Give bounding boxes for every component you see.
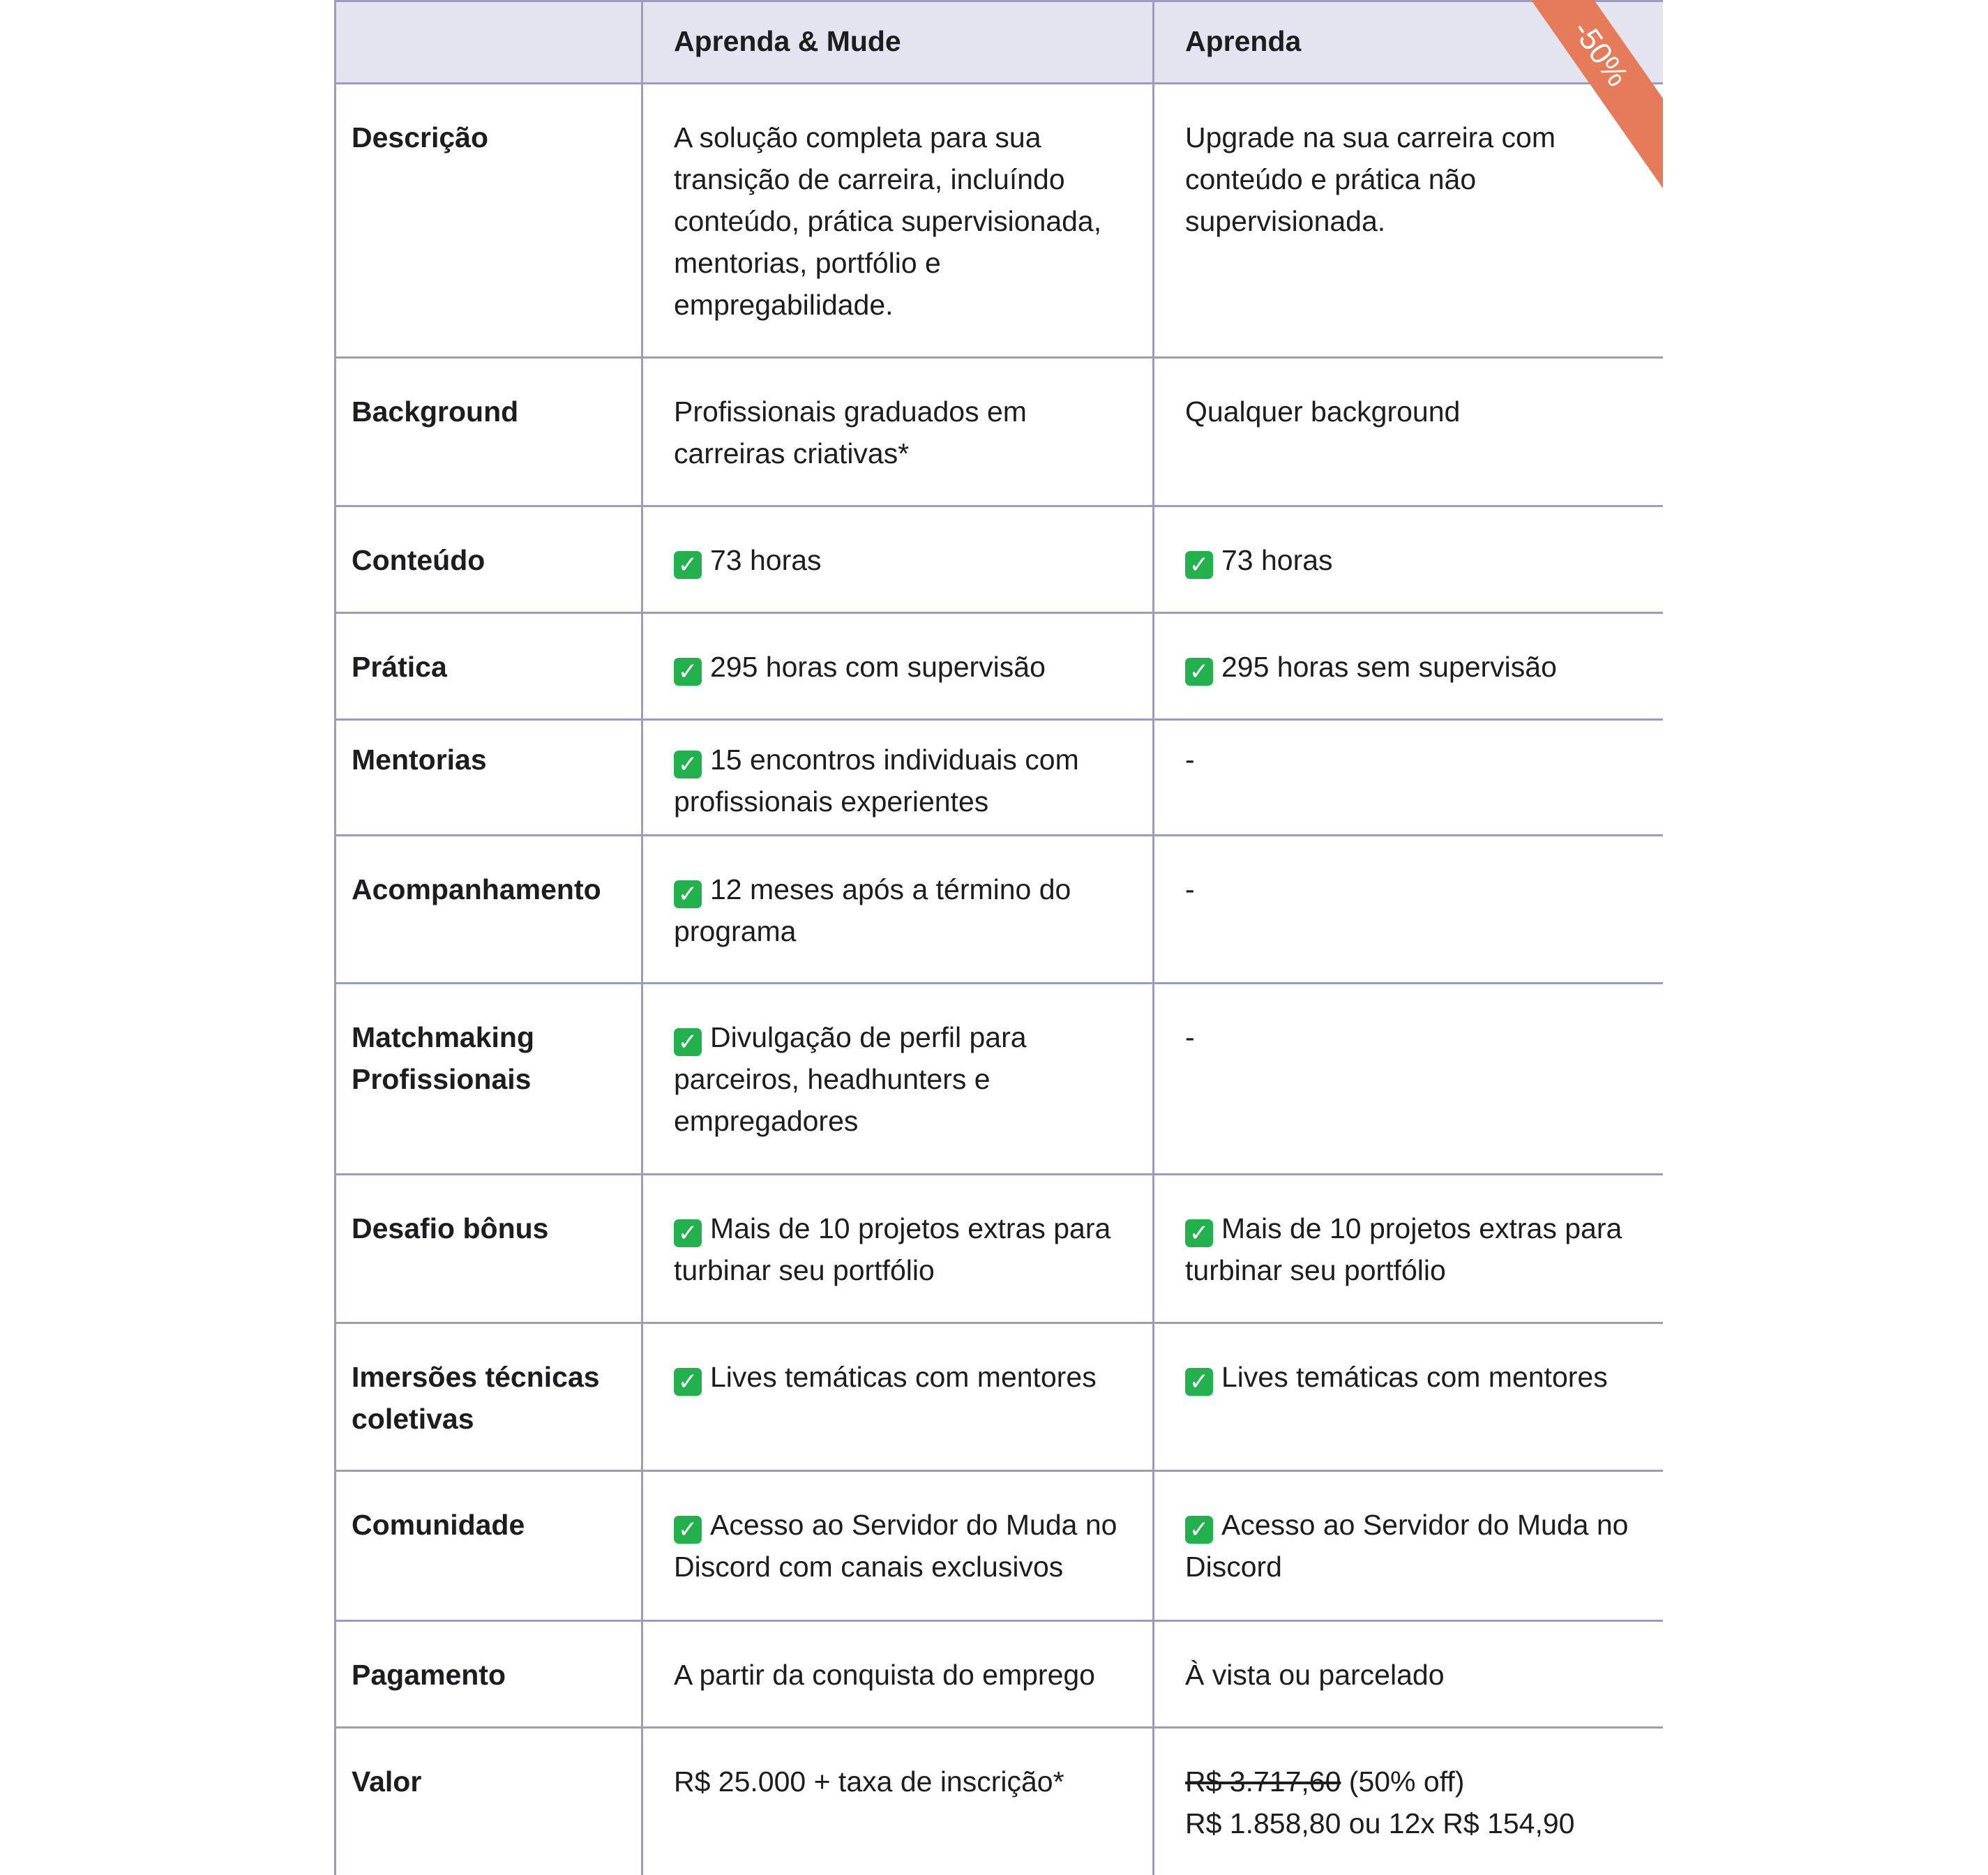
cell-text: 12 meses após a término do programa: [674, 873, 1071, 947]
cell-aprenda: [1154, 506, 1664, 613]
check-icon: ✓: [674, 1368, 702, 1396]
table-row: [336, 358, 1664, 506]
table-row: [336, 613, 1664, 720]
original-price: R$ 3.717,60: [1185, 1765, 1341, 1798]
check-icon: ✓: [674, 551, 702, 579]
check-icon: ✓: [1185, 1219, 1213, 1247]
table-row: [336, 84, 1664, 358]
cell-aprenda: [1154, 1323, 1664, 1471]
check-icon: ✓: [1185, 658, 1213, 686]
table-row: [336, 720, 1664, 836]
discounted-price: R$ 1.858,80 ou 12x R$ 154,90: [1185, 1807, 1575, 1839]
row-label: Mentorias: [336, 720, 642, 836]
cell-aprenda: [1154, 1728, 1664, 1875]
cell-aprenda-mude: Profissionais graduados em carreiras criativas*: [642, 358, 1154, 506]
cell-text: 73 horas: [710, 544, 822, 576]
row-label: Background: [336, 358, 642, 506]
table-row: [336, 1323, 1664, 1471]
cell-aprenda-mude: [642, 720, 1154, 836]
check-icon: ✓: [1185, 1368, 1213, 1396]
check-icon: ✓: [674, 1516, 702, 1544]
cell-aprenda: -: [1154, 984, 1664, 1175]
comparison-table-wrapper: [334, 0, 1663, 1875]
cell-text: 15 encontros individuais com profissionais experientes: [674, 744, 1079, 818]
row-label: Matchmaking Profissionais: [336, 984, 642, 1175]
row-label: Desafio bônus: [336, 1175, 642, 1323]
check-icon: ✓: [674, 1028, 702, 1056]
cell-aprenda: [1154, 613, 1664, 720]
cell-aprenda-mude: R$ 25.000 + taxa de inscrição*: [642, 1728, 1154, 1875]
table-row: [336, 506, 1664, 613]
cell-text: Mais de 10 projetos extras para turbinar seu portfólio: [1185, 1212, 1622, 1286]
discount-note: (50% off): [1341, 1765, 1465, 1798]
cell-aprenda: [1154, 1175, 1664, 1323]
cell-aprenda: Upgrade na sua carreira com conteúdo e prática não supervisionada.: [1154, 84, 1664, 358]
cell-aprenda: -: [1154, 836, 1664, 984]
cell-text: 295 horas sem supervisão: [1221, 651, 1557, 683]
table-row: [336, 1471, 1664, 1621]
cell-aprenda-mude: [642, 613, 1154, 720]
row-label: Pagamento: [336, 1621, 642, 1728]
row-label: Valor: [336, 1728, 642, 1875]
check-icon: ✓: [674, 658, 702, 686]
header-row: [336, 1, 1664, 84]
table-row: [336, 984, 1664, 1175]
cell-text: 73 horas: [1221, 544, 1333, 576]
cell-text: Lives temáticas com mentores: [1221, 1361, 1608, 1393]
row-label: Acompanhamento: [336, 836, 642, 984]
cell-aprenda-mude: [642, 506, 1154, 613]
cell-aprenda: -: [1154, 720, 1664, 836]
check-icon: ✓: [674, 751, 702, 778]
check-icon: ✓: [674, 880, 702, 908]
check-icon: ✓: [674, 1219, 702, 1247]
discount-badge: -50%: [1495, 0, 1663, 188]
cell-aprenda-mude: [642, 1471, 1154, 1621]
header-aprenda: Aprenda: [1154, 1, 1664, 84]
cell-aprenda-mude: A partir da conquista do emprego: [642, 1621, 1154, 1728]
header-aprenda-mude: Aprenda & Mude: [642, 1, 1154, 84]
cell-aprenda: À vista ou parcelado: [1154, 1621, 1664, 1728]
cell-text: Acesso ao Servidor do Muda no Discord: [1185, 1509, 1629, 1583]
table-row: [336, 836, 1664, 984]
cell-aprenda: Qualquer background: [1154, 358, 1664, 506]
table-row: [336, 1621, 1664, 1728]
cell-text: Divulgação de perfil para parceiros, headhunters e empregadores: [674, 1021, 1027, 1137]
plan-comparison-table: [334, 0, 1663, 1875]
row-label: Prática: [336, 613, 642, 720]
cell-aprenda-mude: [642, 836, 1154, 984]
row-label: Conteúdo: [336, 506, 642, 613]
cell-text: Mais de 10 projetos extras para turbinar seu portfólio: [674, 1212, 1111, 1286]
cell-aprenda-mude: [642, 1323, 1154, 1471]
row-label: Descrição: [336, 84, 642, 358]
row-label: Imersões técnicas coletivas: [336, 1323, 642, 1471]
cell-aprenda-mude: A solução completa para sua transição de carreira, incluíndo conteúdo, prática supervisionada, mentorias, portfólio e empregabilidade.: [642, 84, 1154, 358]
cell-text: Lives temáticas com mentores: [710, 1361, 1097, 1393]
check-icon: ✓: [1185, 1516, 1213, 1544]
check-icon: ✓: [1185, 551, 1213, 579]
row-label: Comunidade: [336, 1471, 642, 1621]
cell-text: Acesso ao Servidor do Muda no Discord com canais exclusivos: [674, 1509, 1117, 1583]
table-row: [336, 1175, 1664, 1323]
table-row: [336, 1728, 1664, 1875]
cell-aprenda: [1154, 1471, 1664, 1621]
cell-aprenda-mude: [642, 984, 1154, 1175]
header-empty: [336, 1, 642, 84]
cell-aprenda-mude: [642, 1175, 1154, 1323]
cell-text: 295 horas com supervisão: [710, 651, 1046, 683]
